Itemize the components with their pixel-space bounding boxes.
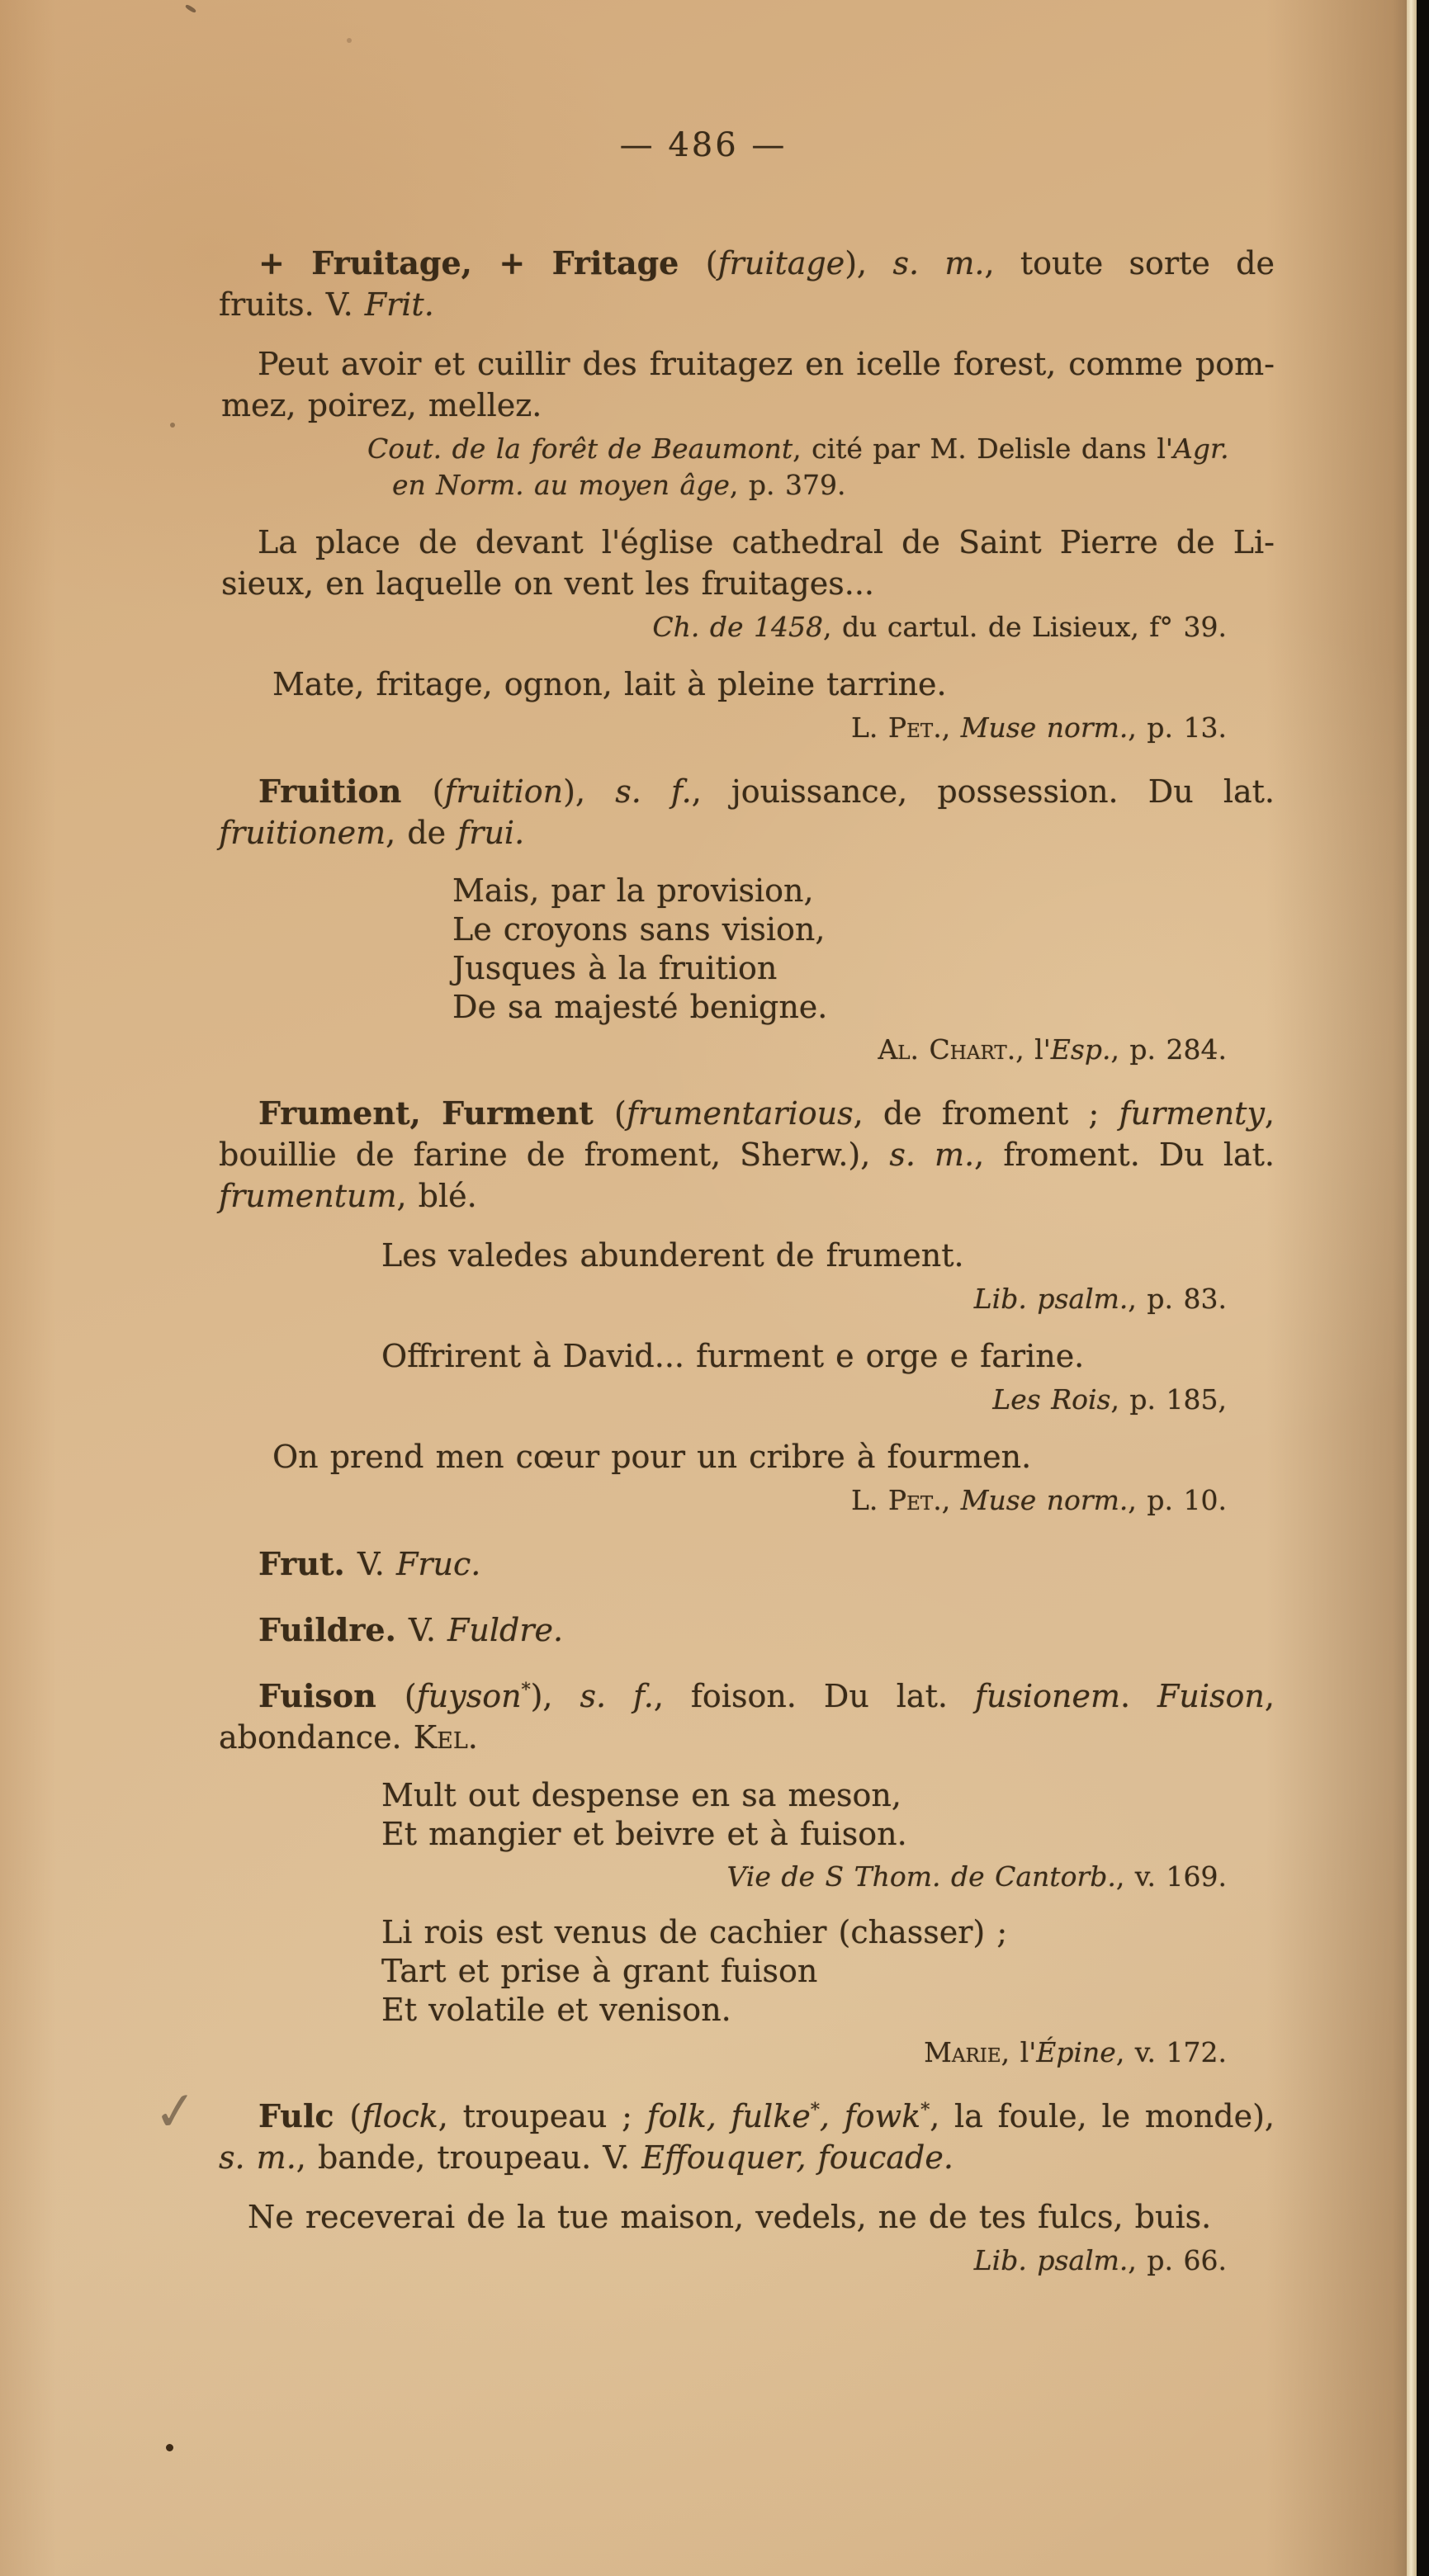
- text-line: La place de devant l'église cathedral de Saint Pierre de Li-: [258, 524, 1275, 560]
- citation-lib-psalm-66: [0, 2243, 1227, 2279]
- citation-cout-foret-beaumont: [367, 431, 1308, 503]
- paper-speck: [988, 368, 992, 372]
- text-line: Frut. V. Fruc.: [258, 1545, 481, 1582]
- text-line: Ch. de 1458, du cartul. de Lisieux, f° 39.: [652, 611, 1227, 643]
- text-line: L. Pet., Muse norm., p. 10.: [851, 1484, 1227, 1516]
- text-line: Mate, fritage, ognon, lait à pleine tarrine.: [272, 666, 947, 702]
- text-line: + Fruitage, + Fritage (fruitage), s. m., toute sorte de: [258, 244, 1275, 281]
- verse-mult-out-despense: [381, 1776, 1275, 1854]
- text-line: Mult out despense en sa meson,: [381, 1777, 901, 1813]
- citation-muse-norm-13: [0, 710, 1227, 746]
- verse-li-rois: [381, 1913, 1275, 2030]
- entry-fruition: [219, 771, 1275, 853]
- text-line: abondance. Kel.: [219, 1719, 478, 1756]
- quote-offrirent-a-david: [381, 1335, 1275, 1377]
- entry-frut: [219, 1543, 1275, 1585]
- paper-speck: [170, 423, 175, 428]
- text-line: Fuison (fuyson*), s. f., foison. Du lat. fusionem. Fuison,: [258, 1677, 1275, 1714]
- entry-fuison: [219, 1676, 1275, 1758]
- text-line: sieux, en laquelle on vent les fruitages...: [221, 565, 874, 602]
- text-line: bouillie de farine de froment, Sherw.), s. m., froment. Du lat.: [219, 1137, 1275, 1173]
- entry-fuildre: [219, 1609, 1275, 1651]
- paper-speck: [166, 2444, 173, 2451]
- quote-mate-fritage: [272, 664, 1275, 705]
- text-line: Peut avoir et cuillir des fruitagez en icelle forest, comme pom-: [258, 346, 1275, 382]
- text-line: Lib. psalm., p. 83.: [973, 1283, 1227, 1315]
- text-line: Marie, l'Épine, v. 172.: [924, 2036, 1227, 2068]
- text-line: Fruition (fruition), s. f., jouissance, possession. Du lat.: [258, 773, 1275, 810]
- text-line: Fuildre. V. Fuldre.: [258, 1611, 564, 1648]
- page-edge: [1407, 0, 1417, 2576]
- text-line: Et mangier et beivre et à fuison.: [381, 1816, 907, 1852]
- text-line: Fulc (flock, troupeau ; folk, fulke*, fowk*, la foule, le monde),: [258, 2097, 1275, 2134]
- quote-on-prend-men-coeur: [272, 1436, 1275, 1477]
- text-line: Al. Chart., l'Esp., p. 284.: [878, 1033, 1227, 1066]
- text-line: mez, poirez, mellez.: [221, 387, 542, 423]
- pencil-checkmark: ✓: [150, 2079, 201, 2145]
- text-line: Tart et prise à grant fuison: [381, 1953, 818, 1989]
- text-line: s. m., bande, troupeau. V. Effouquer, foucade.: [219, 2139, 953, 2176]
- quote-peut-avoir: [221, 343, 1275, 426]
- citation-marie-epine: [0, 2035, 1227, 2071]
- text-line: Cout. de la forêt de Beaumont, cité par M. Delisle dans l'Agr.: [367, 432, 1229, 465]
- text-line: L. Pet., Muse norm., p. 13.: [851, 711, 1227, 744]
- text-line: fruitionem, de frui.: [219, 815, 525, 851]
- text-line: De sa majesté benigne.: [452, 989, 828, 1025]
- text-line: Ne receverai de la tue maison, vedels, ne de tes fulcs, buis.: [248, 2199, 1212, 2235]
- quote-la-place: [221, 522, 1275, 604]
- binding-shadow: [1417, 0, 1429, 2576]
- text-line: Vie de S Thom. de Cantorb., v. 169.: [726, 1860, 1227, 1893]
- citation-ch-1458: [0, 609, 1227, 645]
- text-line: fruits. V. Frit.: [219, 286, 434, 323]
- text-line: On prend men cœur pour un cribre à fourmen.: [272, 1439, 1032, 1475]
- text-line: Les valedes abunderent de frument.: [381, 1237, 964, 1274]
- text-line: Les Rois, p. 185,: [992, 1383, 1227, 1416]
- page-number: — 486 —: [619, 126, 788, 164]
- text-line: Jusques à la fruition: [452, 950, 778, 986]
- entry-frument: [219, 1093, 1275, 1217]
- text-line: Le croyons sans vision,: [452, 911, 826, 948]
- text-line: Frument, Furment (frumentarious, de froment ; furmenty,: [258, 1094, 1275, 1132]
- citation-les-rois: [0, 1382, 1227, 1418]
- text-line: Lib. psalm., p. 66.: [973, 2244, 1227, 2276]
- text-line: Mais, par la provision,: [452, 872, 814, 909]
- text-line: en Norm. au moyen âge, p. 379.: [392, 469, 846, 501]
- text-block-container: [0, 243, 1407, 2279]
- text-line: Li rois est venus de cachier (chasser) ;: [381, 1914, 1008, 1950]
- paper-speck: [347, 38, 352, 43]
- quote-ne-receverai: [248, 2196, 1275, 2238]
- text-line: Offrirent à David... furment e orge e farine.: [381, 1338, 1085, 1374]
- text-line: Et volatile et venison.: [381, 1992, 731, 2028]
- entry-fruitage: [219, 243, 1275, 325]
- citation-vie-de-s-thom: [0, 1859, 1227, 1895]
- text-line: frumentum, blé.: [219, 1178, 477, 1214]
- entry-fulc: [219, 2096, 1275, 2178]
- citation-lib-psalm-83: [0, 1281, 1227, 1317]
- citation-muse-norm-10: [0, 1482, 1227, 1519]
- verse-mais-par-la-provision: [452, 872, 1275, 1027]
- citation-al-chart: [0, 1032, 1227, 1068]
- quote-les-valedes: [381, 1235, 1275, 1276]
